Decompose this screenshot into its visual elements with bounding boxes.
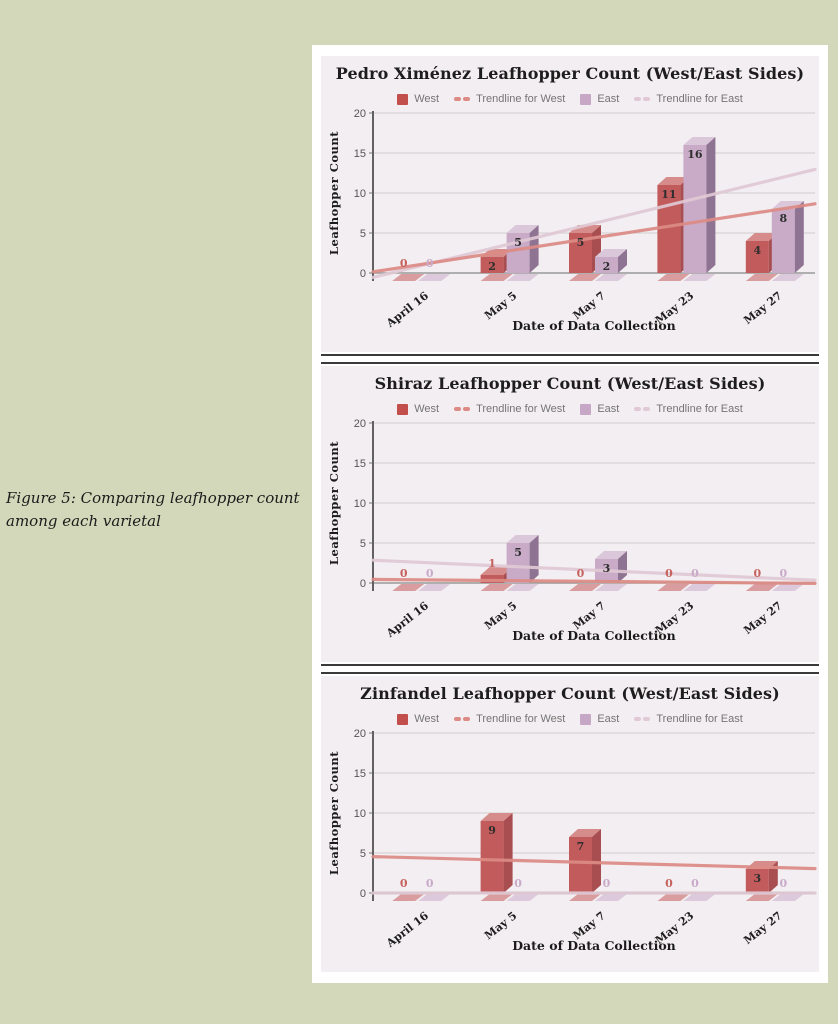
- legend-label: East: [597, 403, 620, 415]
- chart-plot-shiraz: [321, 418, 819, 664]
- plinth-west-2: [569, 894, 601, 901]
- west-square-swatch-icon: [397, 404, 408, 415]
- charts-card: [312, 45, 828, 983]
- plinth-west-4: [746, 584, 778, 591]
- chart-legend: [321, 713, 819, 725]
- svg-text:April 16: April 16: [384, 909, 432, 950]
- svg-text:20: 20: [353, 418, 366, 430]
- svg-text:10: 10: [353, 808, 366, 820]
- svg-text:20: 20: [353, 728, 366, 740]
- svg-text:15: 15: [353, 148, 366, 160]
- bars: [481, 535, 627, 583]
- plinth-west-3: [657, 894, 689, 901]
- west-square-swatch-icon: [397, 94, 408, 105]
- bar-east-1: [507, 535, 539, 583]
- plinth-east-0: [418, 274, 450, 281]
- svg-text:15: 15: [353, 458, 366, 470]
- svg-text:4: 4: [753, 244, 762, 257]
- plinth-east-1: [507, 274, 539, 281]
- plinth-west-1: [481, 894, 513, 901]
- plinth-west-1: [481, 584, 513, 591]
- plinth-west-3: [657, 274, 689, 281]
- trendline-east: [373, 560, 815, 580]
- legend-label: East: [597, 93, 620, 105]
- svg-text:May 5: May 5: [482, 289, 520, 323]
- bar-east-2: [595, 551, 627, 583]
- x-axis-title: Date of Data Collection: [512, 938, 676, 953]
- svg-text:2: 2: [602, 260, 611, 273]
- svg-text:5: 5: [514, 546, 522, 559]
- x-axis-title: Date of Data Collection: [512, 628, 676, 643]
- legend-label: West: [414, 713, 440, 725]
- chart-panel-pedro-ximenez: [321, 56, 819, 352]
- svg-text:May 5: May 5: [482, 599, 520, 633]
- svg-text:May 27: May 27: [741, 599, 785, 637]
- svg-text:8: 8: [779, 212, 788, 225]
- svg-text:May 23: May 23: [652, 599, 697, 637]
- east-square-swatch-icon: [580, 714, 591, 725]
- bar-east-4: [772, 201, 804, 273]
- plinth-east-1: [507, 894, 539, 901]
- legend-label: West: [414, 403, 440, 415]
- svg-text:May 5: May 5: [482, 909, 520, 943]
- chart-panel-zinfandel: [321, 676, 819, 972]
- legend-item-east: [580, 93, 619, 105]
- plinth-west-2: [569, 584, 601, 591]
- legend-item-east-trendline: [634, 403, 742, 415]
- trendlines: [373, 560, 815, 583]
- svg-text:5: 5: [359, 538, 366, 550]
- east-square-swatch-icon: [580, 404, 591, 415]
- y-axis-title: Leafhopper Count: [327, 440, 341, 566]
- plinth-east-2: [595, 274, 627, 281]
- svg-text:0: 0: [399, 567, 408, 580]
- plinth-east-1: [507, 584, 539, 591]
- chart-frame-pedro-ximenez: [321, 54, 819, 356]
- west-square-swatch-icon: [397, 714, 408, 725]
- legend-label: West: [414, 93, 440, 105]
- svg-text:16: 16: [687, 148, 703, 161]
- east-line-swatch-icon: [634, 407, 650, 411]
- svg-text:0: 0: [399, 257, 408, 270]
- svg-text:0: 0: [359, 268, 366, 280]
- svg-text:10: 10: [353, 498, 366, 510]
- svg-text:0: 0: [514, 877, 522, 890]
- svg-text:May 23: May 23: [652, 289, 697, 327]
- svg-text:0: 0: [359, 888, 366, 900]
- chart-plot-pedro-ximenez: [321, 108, 819, 354]
- svg-text:May 27: May 27: [741, 289, 785, 327]
- svg-text:0: 0: [779, 567, 788, 580]
- svg-text:0: 0: [359, 578, 366, 590]
- figure-caption: Figure 5: Comparing leafhopper count among each varietal: [6, 489, 300, 530]
- svg-text:0: 0: [753, 567, 762, 580]
- svg-text:0: 0: [779, 877, 788, 890]
- east-square-swatch-icon: [580, 94, 591, 105]
- plinth-east-4: [772, 274, 804, 281]
- plinth-east-4: [772, 584, 804, 591]
- plinth-east-4: [772, 894, 804, 901]
- svg-text:15: 15: [353, 768, 366, 780]
- svg-text:10: 10: [353, 188, 366, 200]
- west-line-swatch-icon: [454, 97, 470, 101]
- chart-title: Zinfandel Leafhopper Count (West/East Sides): [360, 684, 780, 703]
- svg-text:20: 20: [353, 108, 366, 120]
- legend-item-east: [580, 713, 619, 725]
- plinth-west-0: [392, 894, 424, 901]
- plinth-west-4: [746, 894, 778, 901]
- svg-text:5: 5: [576, 236, 585, 249]
- bar-plinths: [392, 584, 804, 591]
- east-line-swatch-icon: [634, 717, 650, 721]
- svg-text:3: 3: [602, 562, 611, 575]
- chart-title: Pedro Ximénez Leafhopper Count (West/East Sides): [335, 64, 805, 83]
- legend-item-east-trendline: [634, 713, 742, 725]
- legend-label: Trendline for West: [476, 93, 566, 105]
- svg-text:April 16: April 16: [384, 599, 432, 640]
- chart-legend: [321, 403, 819, 415]
- legend-label: East: [597, 713, 620, 725]
- legend-item-west: [397, 713, 439, 725]
- legend-label: Trendline for East: [656, 93, 743, 105]
- svg-text:2: 2: [488, 260, 496, 273]
- plinth-west-0: [392, 584, 424, 591]
- svg-text:0: 0: [425, 877, 434, 890]
- legend-label: Trendline for East: [656, 713, 743, 725]
- svg-text:May 7: May 7: [570, 289, 608, 323]
- svg-text:5: 5: [359, 228, 366, 240]
- chart-legend: [321, 93, 819, 105]
- svg-text:0: 0: [665, 877, 673, 890]
- svg-text:7: 7: [576, 840, 585, 853]
- svg-text:May 7: May 7: [570, 599, 608, 633]
- plinth-east-0: [418, 894, 450, 901]
- plinth-west-2: [569, 274, 601, 281]
- svg-text:April 16: April 16: [384, 289, 432, 330]
- plinth-west-1: [481, 274, 513, 281]
- y-axis-title: Leafhopper Count: [327, 130, 341, 256]
- plinth-east-2: [595, 894, 627, 901]
- plinth-east-3: [683, 274, 715, 281]
- legend-item-west-trendline: [454, 713, 565, 725]
- legend-label: Trendline for West: [476, 713, 566, 725]
- plinth-east-2: [595, 584, 627, 591]
- legend-item-west-trendline: [454, 403, 565, 415]
- legend-item-west: [397, 93, 439, 105]
- svg-text:0: 0: [425, 567, 434, 580]
- svg-text:1: 1: [488, 557, 496, 570]
- west-line-swatch-icon: [454, 717, 470, 721]
- plinth-east-3: [683, 584, 715, 591]
- bar-west-1: [481, 813, 513, 893]
- chart-title: Shiraz Leafhopper Count (West/East Sides): [374, 374, 766, 393]
- chart-frame-shiraz: [321, 362, 819, 666]
- plinth-east-3: [683, 894, 715, 901]
- bar-plinths: [392, 894, 804, 901]
- svg-text:9: 9: [488, 824, 496, 837]
- chart-frame-zinfandel: [321, 672, 819, 974]
- east-line-swatch-icon: [634, 97, 650, 101]
- svg-text:0: 0: [576, 567, 585, 580]
- plinth-west-4: [746, 274, 778, 281]
- svg-text:May 23: May 23: [652, 909, 697, 947]
- chart-plot-zinfandel: [321, 728, 819, 974]
- gridlines: [354, 418, 815, 590]
- svg-text:May 27: May 27: [741, 909, 785, 947]
- svg-text:0: 0: [665, 567, 673, 580]
- x-axis-title: Date of Data Collection: [512, 318, 676, 333]
- svg-text:5: 5: [514, 236, 522, 249]
- svg-text:0: 0: [399, 877, 408, 890]
- legend-label: Trendline for West: [476, 403, 566, 415]
- svg-text:5: 5: [359, 848, 366, 860]
- plinth-east-0: [418, 584, 450, 591]
- y-axis-title: Leafhopper Count: [327, 750, 341, 876]
- legend-item-east: [580, 403, 619, 415]
- legend-label: Trendline for East: [656, 403, 743, 415]
- svg-text:11: 11: [661, 188, 677, 201]
- legend-item-east-trendline: [634, 93, 742, 105]
- plinth-west-0: [392, 274, 424, 281]
- svg-text:0: 0: [425, 257, 434, 270]
- svg-text:0: 0: [691, 567, 699, 580]
- plinth-west-3: [657, 584, 689, 591]
- svg-text:0: 0: [602, 877, 611, 890]
- west-line-swatch-icon: [454, 407, 470, 411]
- legend-item-west-trendline: [454, 93, 565, 105]
- bar-plinths: [392, 274, 804, 281]
- svg-text:3: 3: [753, 872, 762, 885]
- svg-text:0: 0: [691, 877, 699, 890]
- legend-item-west: [397, 403, 439, 415]
- svg-text:May 7: May 7: [570, 909, 608, 943]
- chart-panel-shiraz: [321, 366, 819, 662]
